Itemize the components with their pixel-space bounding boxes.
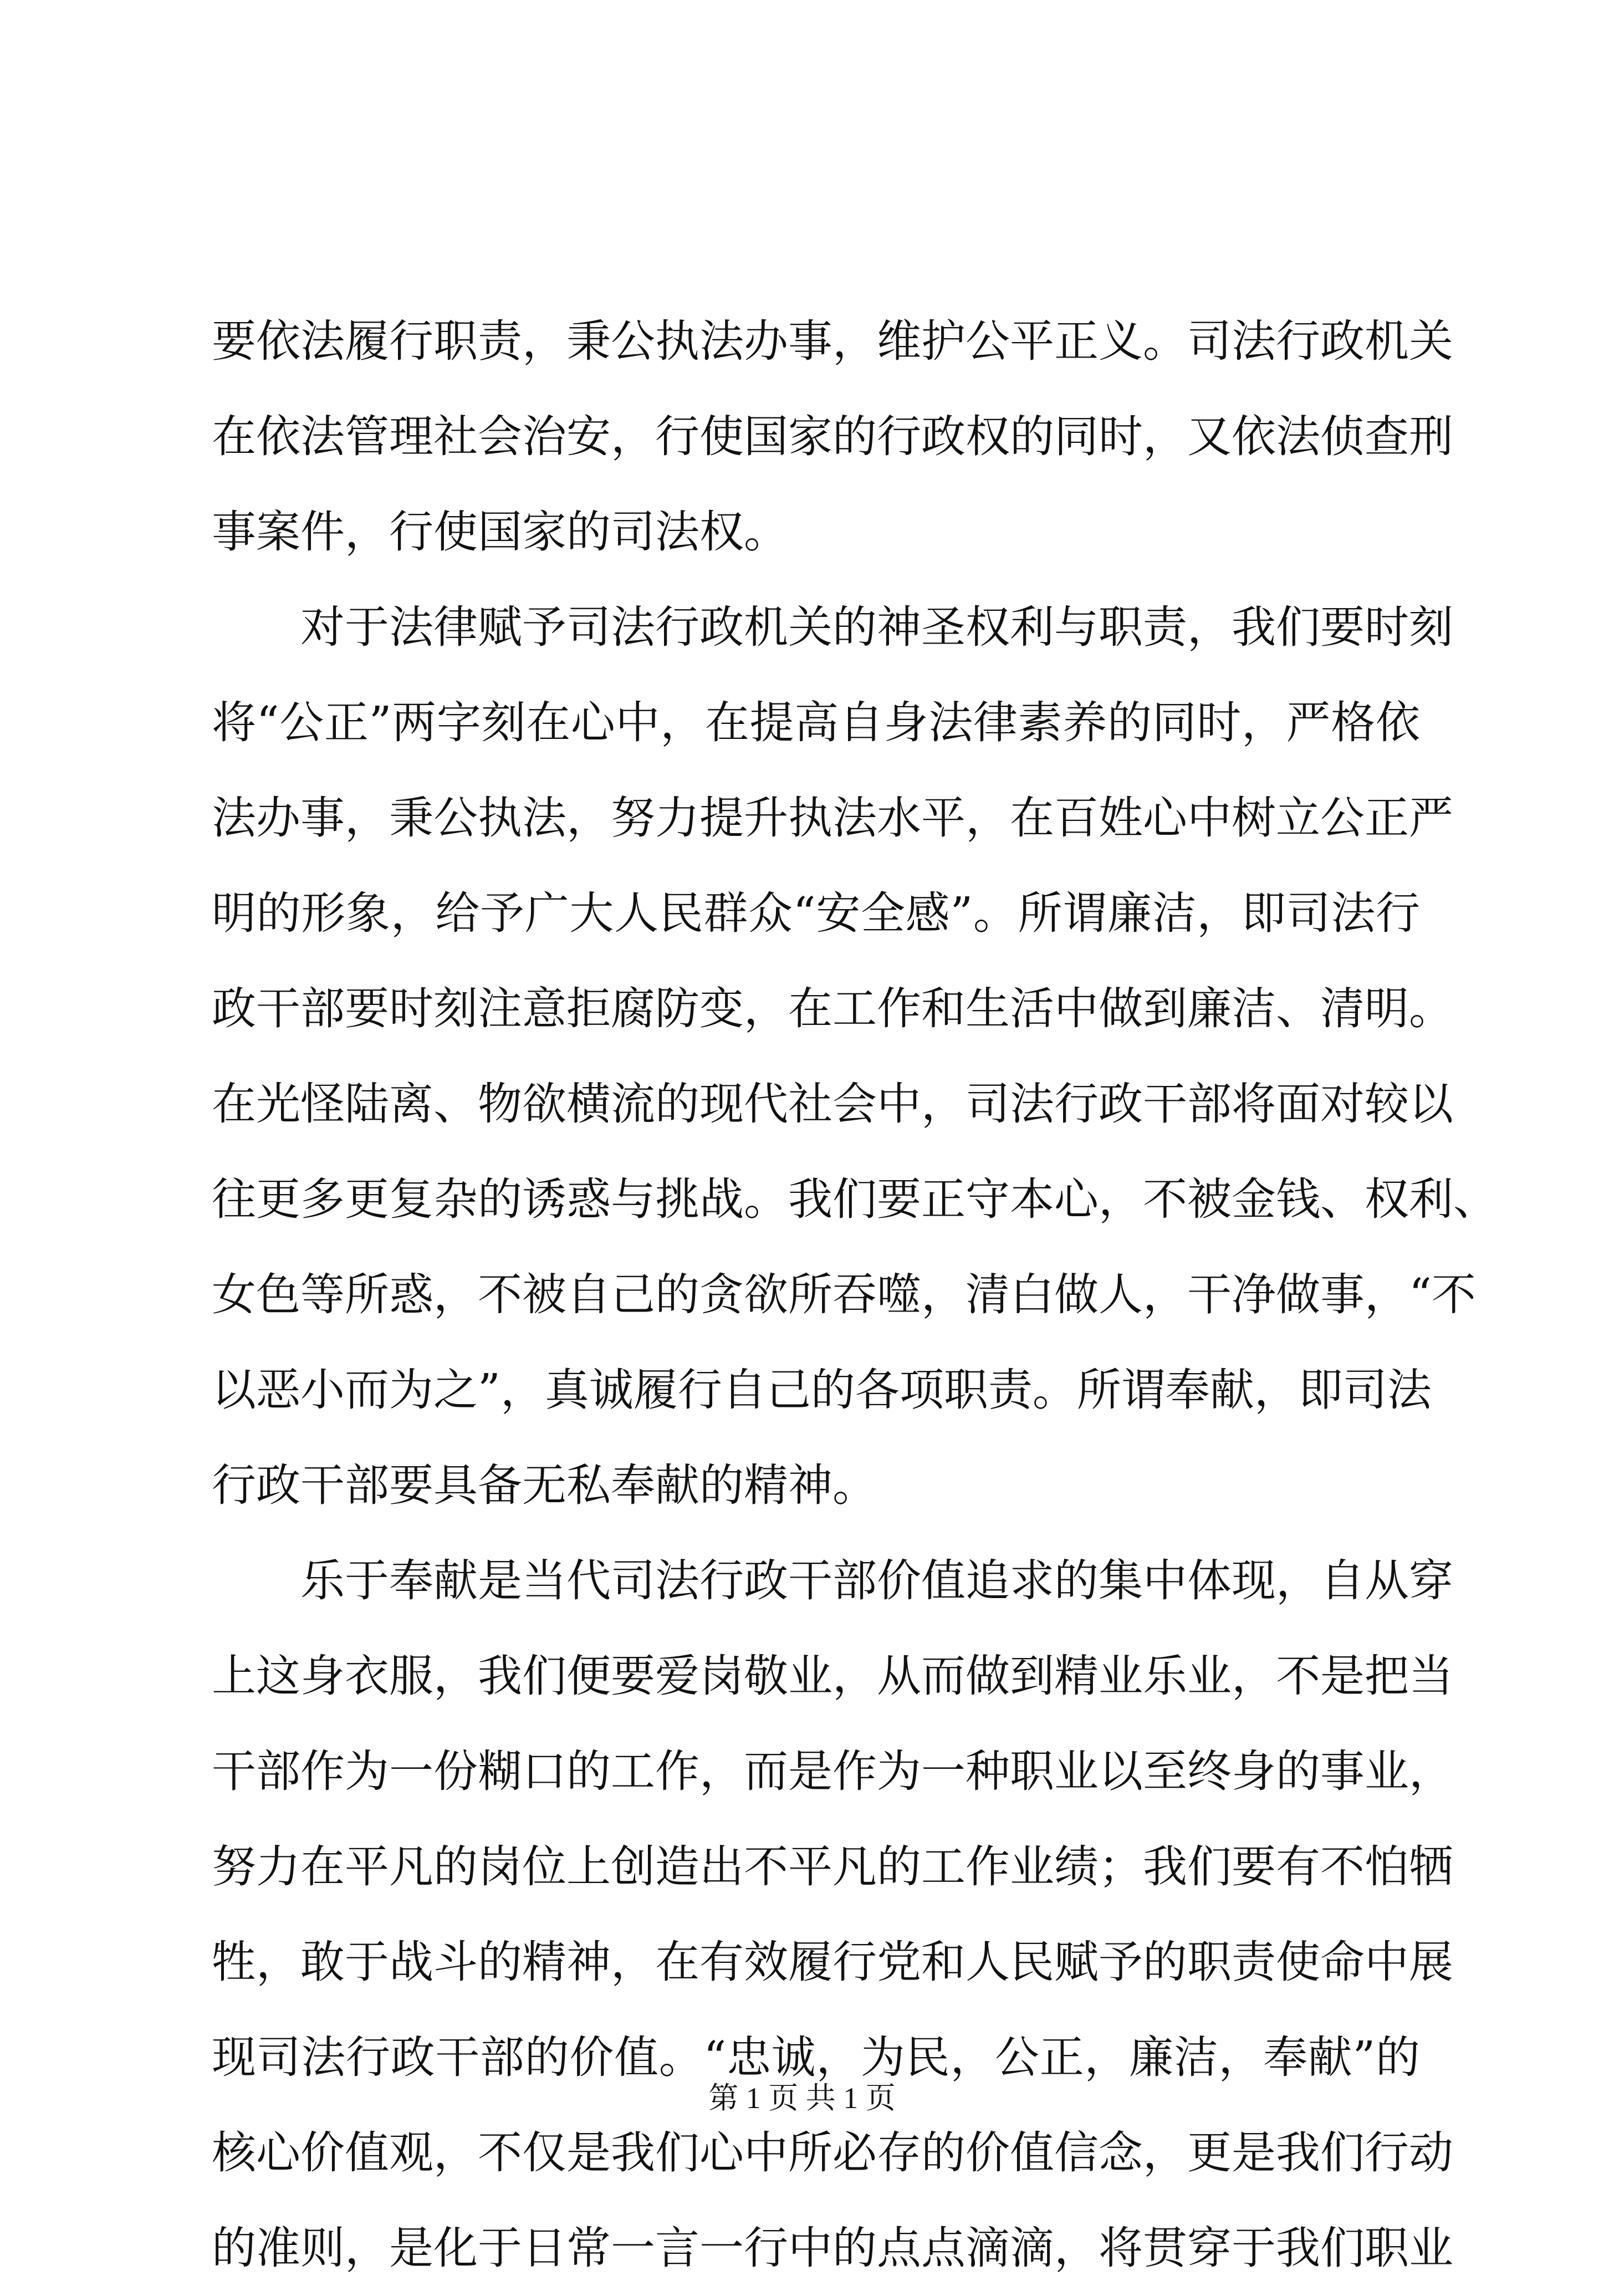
page-footer: 第 1 页 共 1 页 xyxy=(708,2081,896,2115)
document-body xyxy=(212,294,1498,2296)
paragraph-line: 要依法履行职责，秉公执法办事，维护公平正义。司法行政机关 xyxy=(212,315,1453,367)
paragraph-line: 牲，敢于战斗的精神，在有效履行党和人民赋予的职责使命中展 xyxy=(212,1936,1453,1988)
paragraph-line: 努力在平凡的岗位上创造出不平凡的工作业绩；我们要有不怕牺 xyxy=(212,1841,1453,1892)
paragraph-3 xyxy=(212,1533,1453,2296)
paragraph-1 xyxy=(212,294,1453,580)
paragraph-line: 现司法行政干部的价值。“忠诚，为民，公正，廉洁，奉献”的 xyxy=(212,2032,1420,2083)
paragraph-line: 女色等所惑，不被自己的贪欲所吞噬，清白做人，干净做事，“不 xyxy=(212,1269,1476,1320)
paragraph-line: 在依法管理社会治安，行使国家的行政权的同时，又依法侦查刑 xyxy=(212,411,1453,462)
paragraph-line: 在光怪陆离、物欲横流的现代社会中，司法行政干部将面对较以 xyxy=(212,1078,1453,1130)
paragraph-line: 乐于奉献是当代司法行政干部价值追求的集中体现，自从穿 xyxy=(300,1555,1453,1606)
paragraph-line: 干部作为一份糊口的工作，而是作为一种职业以至终身的事业， xyxy=(212,1746,1453,1797)
paragraph-line: 将“公正”两字刻在心中，在提高自身法律素养的同时，严格依 xyxy=(212,697,1420,748)
paragraph-2 xyxy=(212,580,1498,1533)
paragraph-line: 核心价值观，不仅是我们心中所必存的价值信念，更是我们行动 xyxy=(212,2127,1453,2178)
paragraph-line: 明的形象，给予广大人民群众“安全感”。所谓廉洁，即司法行 xyxy=(212,887,1420,939)
paragraph-line: 行政干部要具备无私奉献的精神。 xyxy=(212,1460,877,1511)
paragraph-line: 法办事，秉公执法，努力提升执法水平，在百姓心中树立公正严 xyxy=(212,792,1453,844)
paragraph-line: 往更多更复杂的诱惑与挑战。我们要正守本心，不被金钱、权利、 xyxy=(212,1173,1498,1225)
paragraph-line: 上这身衣服，我们便要爱岗敬业，从而做到精业乐业，不是把当 xyxy=(212,1650,1453,1702)
paragraph-line: 的准则，是化于日常一言一行中的点点滴滴，将贯穿于我们职业 xyxy=(212,2222,1453,2274)
paragraph-line: 以恶小而为之”，真诚履行自己的各项职责。所谓奉献，即司法 xyxy=(212,1364,1432,1416)
paragraph-line: 政干部要时刻注意拒腐防变，在工作和生活中做到廉洁、清明。 xyxy=(212,983,1453,1034)
paragraph-line: 事案件，行使国家的司法权。 xyxy=(212,506,788,558)
paragraph-line: 对于法律赋予司法行政机关的神圣权利与职责，我们要时刻 xyxy=(300,601,1453,653)
